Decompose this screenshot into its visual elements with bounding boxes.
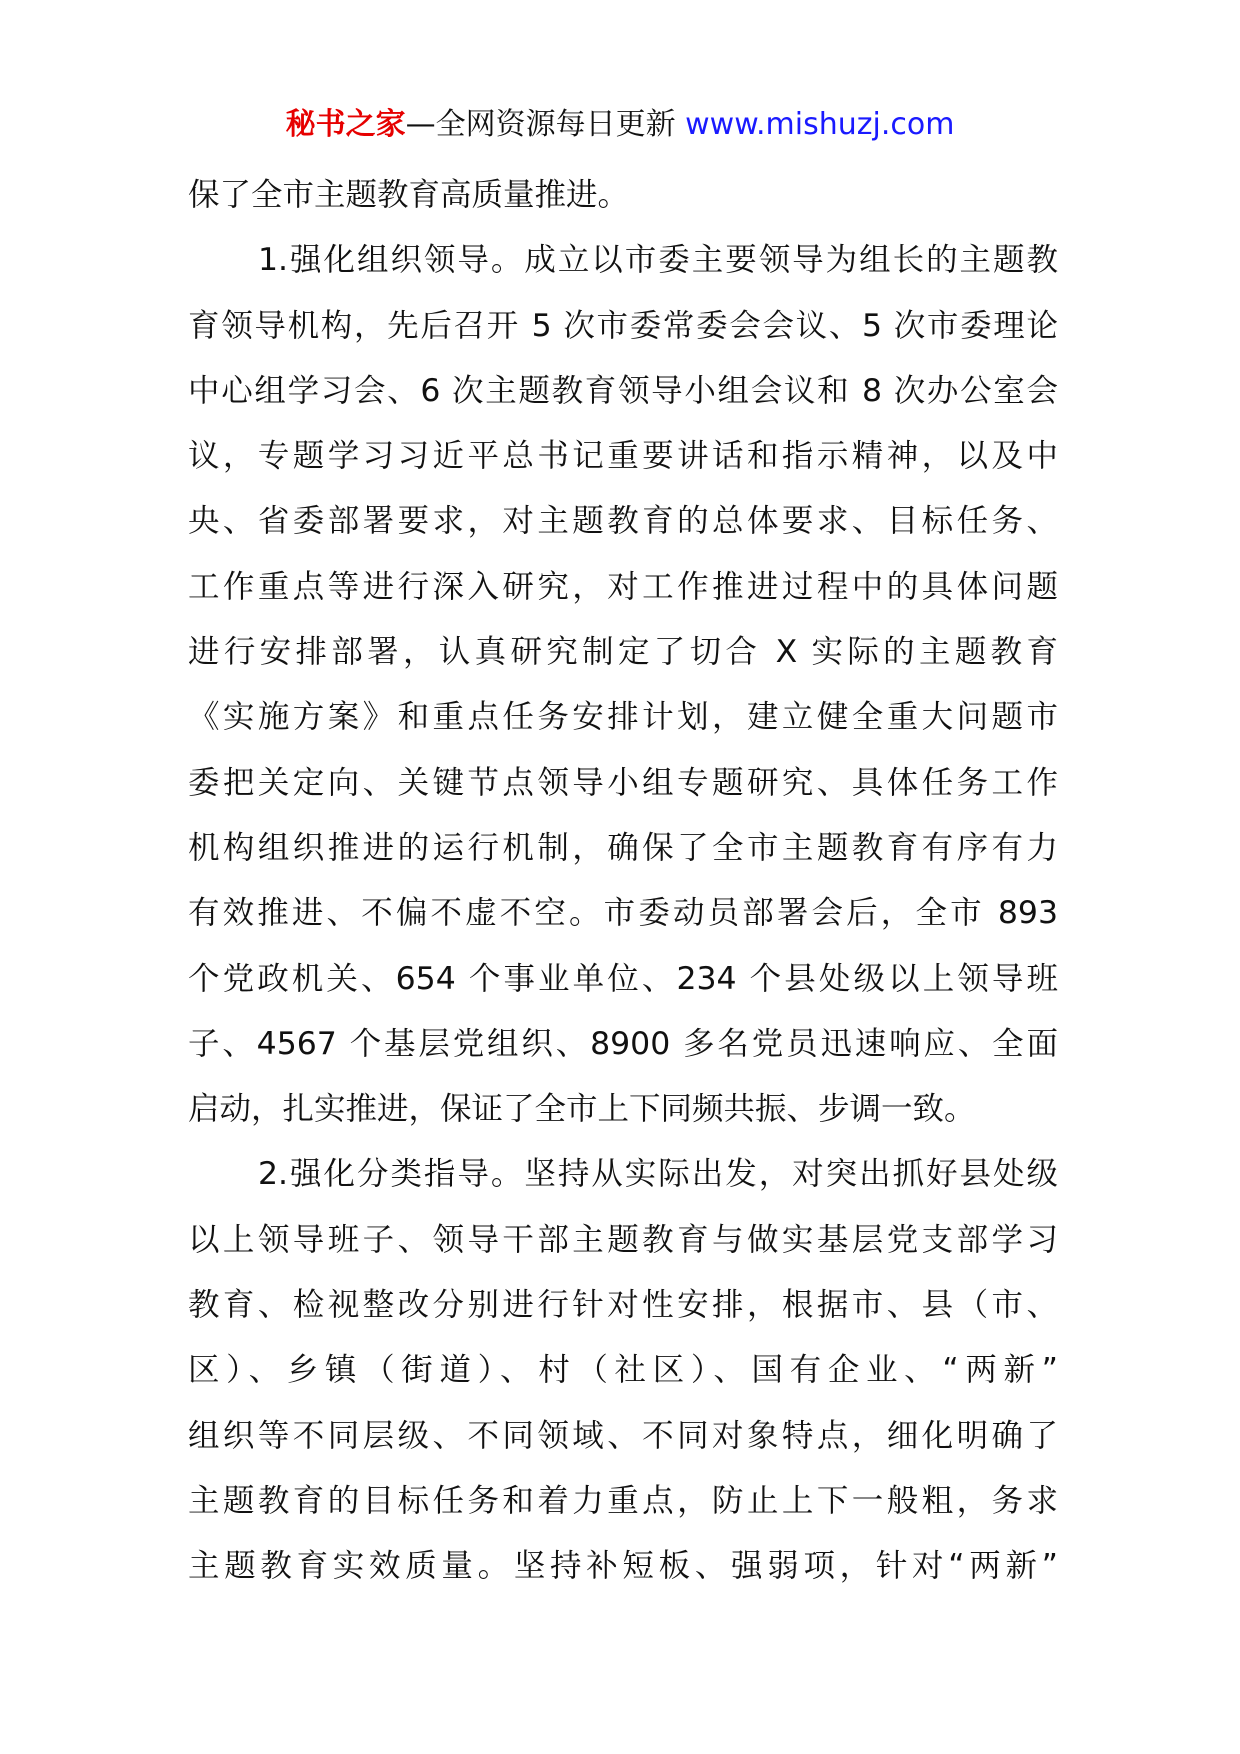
site-url-link[interactable]: www.mishuzj.com bbox=[685, 107, 955, 142]
brand-name: 秘书之家 bbox=[285, 107, 406, 142]
paragraph-start-line: 1.强化组织领导。成立以市委主要领导为组长的主题教 bbox=[258, 242, 1058, 279]
text-line: 工作重点等进行深入研究，对工作推进过程中的具体问题 bbox=[188, 568, 1058, 605]
text-line: 区）、乡镇（街道）、村（社区）、国有企业、“两新” bbox=[188, 1352, 1058, 1389]
text-line: 中心组学习会、6 次主题教育领导小组会议和 8 次办公室会 bbox=[188, 372, 1058, 409]
text-line: 组织等不同层级、不同领域、不同对象特点，细化明确了 bbox=[188, 1417, 1058, 1454]
text-line: 保了全市主题教育高质量推进。 bbox=[188, 177, 630, 213]
text-line: 央、省委部署要求，对主题教育的总体要求、目标任务、 bbox=[188, 503, 1058, 540]
text-line: 子、4567 个基层党组织、8900 多名党员迅速响应、全面 bbox=[188, 1025, 1058, 1062]
text-line: 主题教育的目标任务和着力重点，防止上下一般粗，务求 bbox=[188, 1482, 1058, 1519]
page-header bbox=[0, 100, 1240, 150]
text-line: 委把关定向、关键节点领导小组专题研究、具体任务工作 bbox=[188, 764, 1058, 801]
text-line: 有效推进、不偏不虚不空。市委动员部署会后，全市 893 bbox=[188, 895, 1058, 932]
header-tagline: —全网资源每日更新 bbox=[405, 107, 686, 142]
paragraph-start-line: 2.强化分类指导。坚持从实际出发，对突出抓好县处级 bbox=[258, 1156, 1058, 1193]
text-line: 进行安排部署，认真研究制定了切合 X 实际的主题教育 bbox=[188, 634, 1058, 671]
text-line: 机构组织推进的运行机制，确保了全市主题教育有序有力 bbox=[188, 829, 1058, 866]
text-line: 育领导机构，先后召开 5 次市委常委会会议、5 次市委理论 bbox=[188, 307, 1058, 344]
document-body bbox=[188, 163, 1058, 1600]
text-line: 以上领导班子、领导干部主题教育与做实基层党支部学习 bbox=[188, 1221, 1058, 1258]
text-line: 《实施方案》和重点任务安排计划，建立健全重大问题市 bbox=[188, 699, 1058, 736]
text-line: 个党政机关、654 个事业单位、234 个县处级以上领导班 bbox=[188, 960, 1058, 997]
text-line: 启动，扎实推进，保证了全市上下同频共振、步调一致。 bbox=[188, 1091, 976, 1128]
text-line: 主题教育实效质量。坚持补短板、强弱项，针对“两新” bbox=[188, 1548, 1058, 1585]
text-line: 议，专题学习习近平总书记重要讲话和指示精神，以及中 bbox=[188, 438, 1058, 475]
text-line: 教育、检视整改分别进行针对性安排，根据市、县（市、 bbox=[188, 1287, 1058, 1324]
